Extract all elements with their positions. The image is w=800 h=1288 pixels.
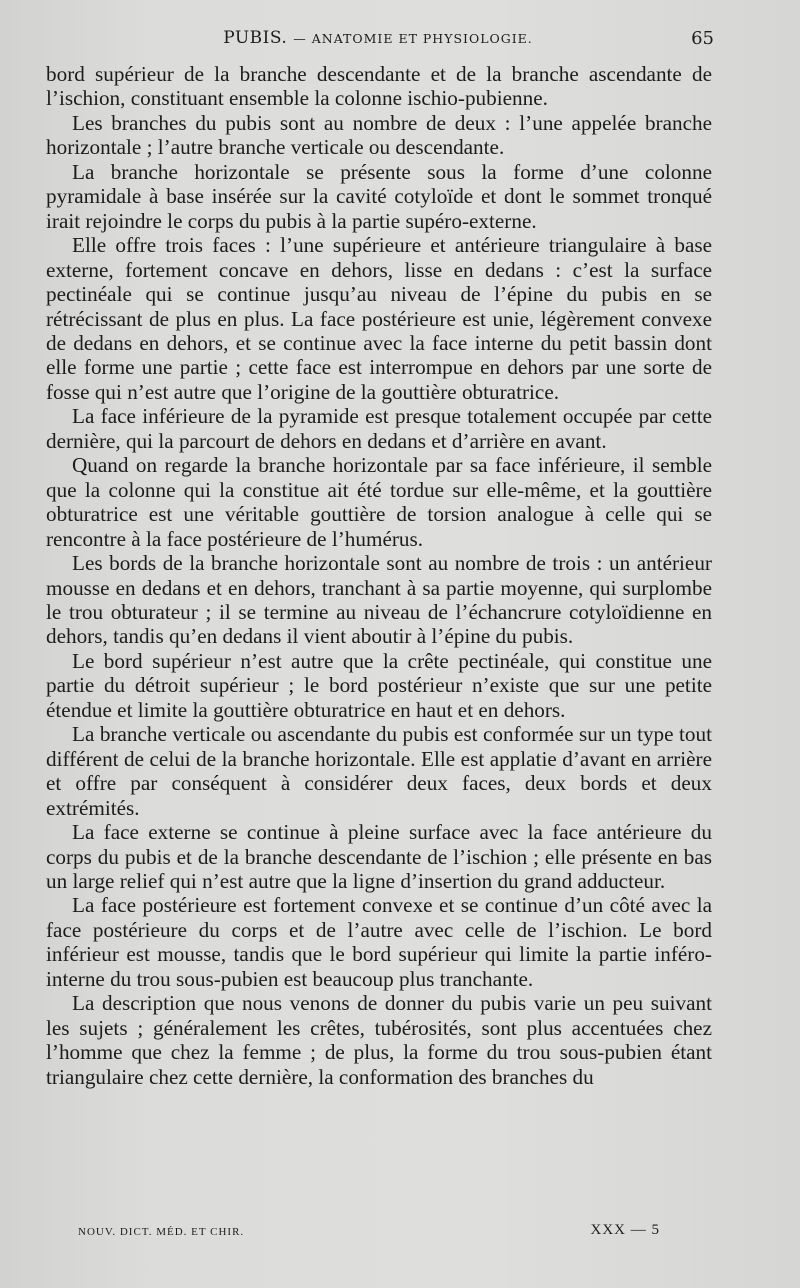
paragraph-12: La description que nous venons de donner du pubis varie un peu suivant les sujets ; généralement les crêtes, tubérosités, sont plus accentuées chez l’homme que chez la femme ; de plus, la forme du trou sous-pubien étant triangulaire chez cette dernière, la conformation des branches du [46, 991, 712, 1089]
paragraph-2: Les branches du pubis sont au nombre de deux : l’une appelée branche horizontale ; l’autre branche verticale ou descendante. [46, 110, 712, 160]
running-title [46, 28, 710, 48]
paragraph-4: Elle offre trois faces : l’une supérieure et antérieure triangulaire à base externe, fortement concave en dehors, lisse en dedans : c’est la surface pectinéale qui se continue jusqu’au niveau de l’épine du pubis en se rétrécissant de plus en plus. La face postérieure est unie, légèrement convexe de dedans en dehors, et se continue avec la face interne du petit bassin dont elle forme une partie ; cette face est interrompue en dehors par une sorte de fosse qui n’est autre que l’origine de la gouttière obturatrice. [46, 233, 712, 404]
paragraph-9: La branche verticale ou ascendante du pubis est conformée sur un type tout différent de celui de la branche horizontale. Elle est applatie d’avant en arrière et offre par conséquent à considérer deux faces, deux bords et deux extrémités. [46, 722, 712, 820]
paragraph-7: Les bords de la branche horizontale sont au nombre de trois : un antérieur mousse en dedans et en dehors, tranchant à sa partie moyenne, qui surplombe le trou obturateur ; il se termine au niveau de l’échancrure cotyloïdienne en dehors, tandis qu’en dedans il vient aboutir à l’épine du pubis. [46, 551, 712, 649]
paragraph-10: La face externe se continue à pleine surface avec la face antérieure du corps du pubis et de la branche descendante de l’ischion ; elle présente en bas un large relief qui n’est autre que la ligne d’insertion du grand adducteur. [46, 820, 712, 893]
paragraph-11: La face postérieure est fortement convexe et se continue d’un côté avec la face postérieure du corps et de l’autre avec celle de l’ischion. Le bord inférieur est mousse, tandis que le bord supérieur qui limite la partie inféro-interne du trou sous-pubien est beaucoup plus tranchante. [46, 893, 712, 991]
header-title: PUBIS. [223, 28, 288, 48]
paragraph-3: La branche horizontale se présente sous la forme d’une colonne pyramidale à base insérée sur la cavité cotyloïde et dont le sommet tronqué irait rejoindre le corps du pubis à la partie supéro-externe. [46, 159, 712, 233]
paragraph-8: Le bord supérieur n’est autre que la crête pectinéale, qui constitue une partie du détroit supérieur ; le bord postérieur n’existe que sur une petite étendue et limite la gouttière obturatrice en haut et en dehors. [46, 648, 712, 722]
paragraph-5: La face inférieure de la pyramide est presque totalement occupée par cette dernière, qui la parcourt de dehors en dedans et d’arrière en avant. [46, 404, 712, 453]
header-subtitle: — ANATOMIE ET PHYSIOLOGIE. [293, 31, 533, 46]
footer-sheet-number: XXX — 5 [590, 1222, 660, 1238]
page-header [46, 28, 714, 52]
paragraph-1: bord supérieur de la branche descendante et de la branche ascendante de l’ischion, constituant ensemble la colonne ischio-pubienne. [46, 62, 712, 111]
paragraph-6: Quand on regarde la branche horizontale par sa face inférieure, il semble que la colonne qui la constitue ait été tordue sur elle-même, et la gouttière obturatrice est une véritable gouttière de torsion analogue à celle qui se rencontre à la face postérieure de l’humérus. [46, 453, 712, 551]
body-text [46, 62, 712, 1089]
page-number: 65 [691, 28, 714, 49]
footer-signature: NOUV. DICT. MÉD. ET CHIR. [78, 1226, 245, 1238]
